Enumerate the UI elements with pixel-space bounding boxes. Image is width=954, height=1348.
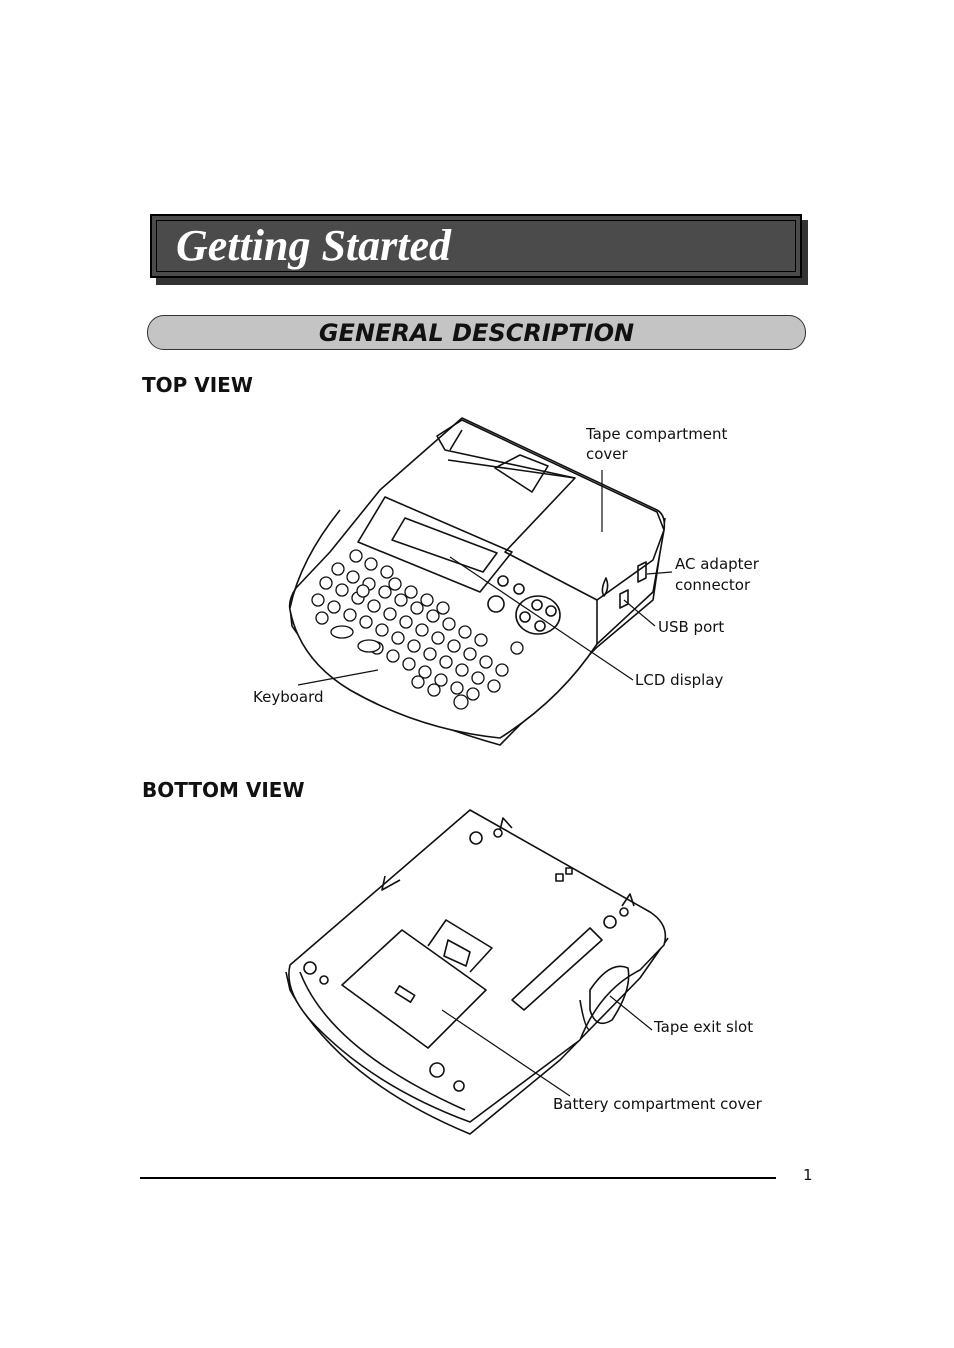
footer-rule	[140, 1177, 776, 1179]
label-tape-compartment-cover-1: Tape compartment	[586, 425, 728, 443]
section-title: GENERAL DESCRIPTION	[318, 319, 635, 347]
chapter-title: Getting Started	[176, 221, 452, 270]
label-ac-adapter-1: AC adapter	[675, 555, 759, 573]
label-tape-compartment-cover-2: cover	[586, 445, 628, 463]
bottom-view-heading: BOTTOM VIEW	[142, 778, 305, 802]
label-keyboard: Keyboard	[253, 688, 324, 706]
label-lcd-display: LCD display	[635, 671, 724, 689]
label-ac-adapter-2: connector	[675, 576, 751, 594]
label-battery-compartment-cover: Battery compartment cover	[553, 1095, 762, 1113]
label-tape-exit-slot: Tape exit slot	[654, 1018, 754, 1036]
top-view-heading: TOP VIEW	[142, 373, 253, 397]
label-usb-port: USB port	[658, 618, 725, 636]
bottom-device-outline	[289, 810, 666, 1122]
page-number: 1	[803, 1166, 813, 1184]
